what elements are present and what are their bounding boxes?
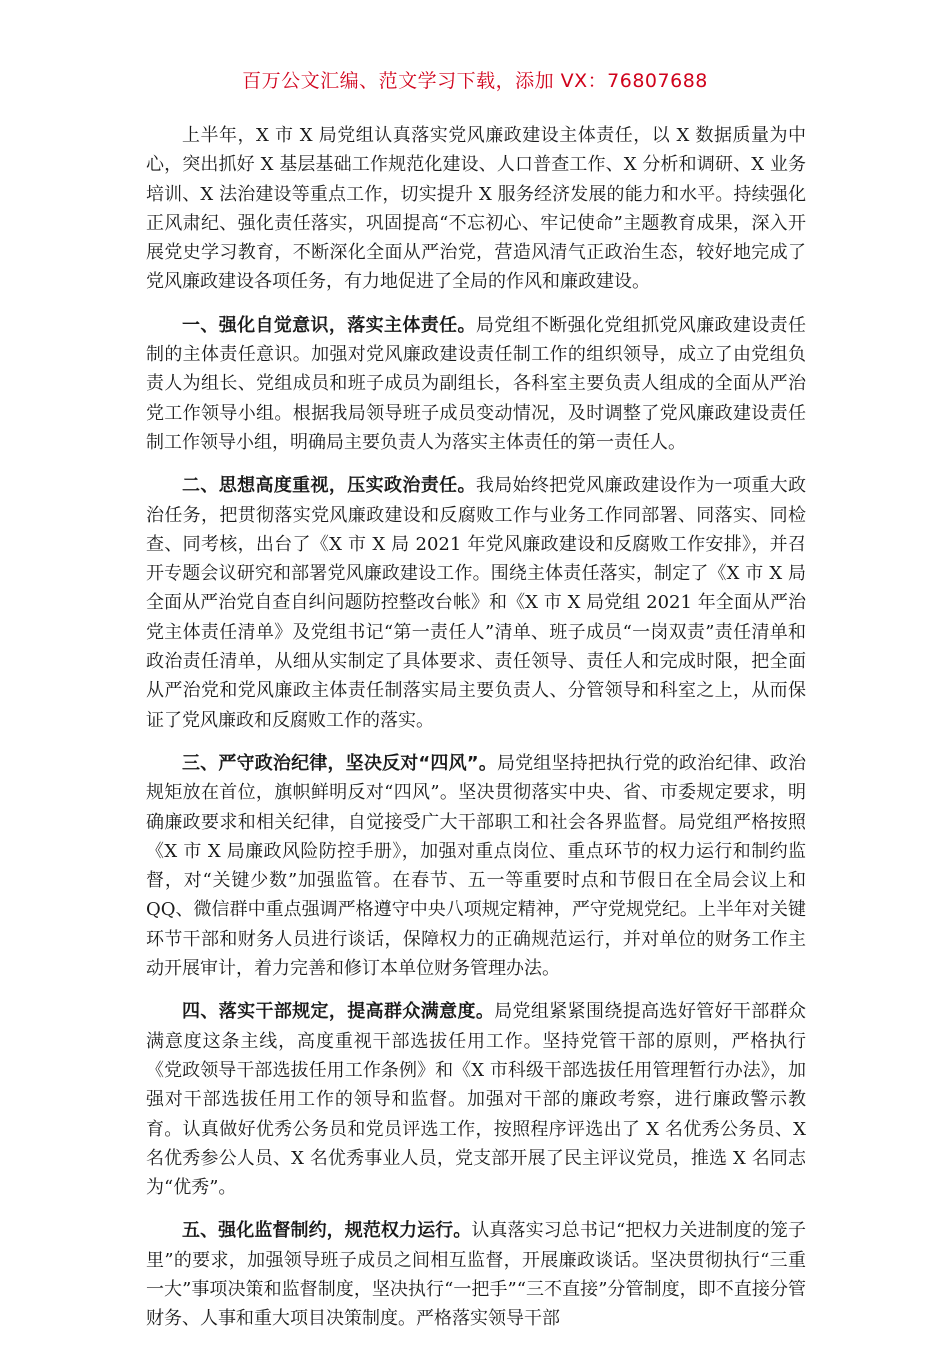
section-2-heading: 二、思想高度重视，压实政治责任。 xyxy=(182,475,476,497)
section-2-body: 我局始终把党风廉政建设作为一项重大政治任务，把贯彻落实党风廉政建设和反腐败工作与业务工作同部署、同落实、同检查、同考核，出台了《X 市 X 局 2021 年党风廉政建设和反腐败工作安排》，并召开专题会议研究和部署党风廉政建设工作。围绕主体责任落实，制定了《X 市 X 局全面从严治党自查自纠问题防控整改台帐》和《X 市 X 局党组 2021 年全面从严治党主体责任清单》及党组书记“第一责任人”清单、班子成员“一岗双责”责任清单和政治责任清单，从细从实制定了具体要求、责任领导、责任人和完成时限，把全面从严治党和党风廉政主体责任制落实局主要负责人、分管领导和科室之上，从而保证了党风廉政和反腐败工作的落实。 xyxy=(146,475,807,731)
section-1-heading: 一、强化自觉意识，落实主体责任。 xyxy=(182,314,476,336)
section-4-body: 局党组紧紧围绕提高选好管好干部群众满意度这条主线，高度重视干部选拔任用工作。坚持党管干部的原则，严格执行《党政领导干部选拔任用工作条例》和《X 市科级干部选拔任用管理暂行办法》，加强对干部选拔任用工作的领导和监督。加强对干部的廉政考察，进行廉政警示教育。认真做好优秀公务员和党员评选工作，按照程序评选出了 X 名优秀公务员、X 名优秀参公人员、X 名优秀事业人员，党支部开展了民主评议党员，推选 X 名同志为“优秀”。 xyxy=(146,1001,807,1199)
section-1 xyxy=(146,311,806,457)
intro-paragraph: 上半年，X 市 X 局党组认真落实党风廉政建设主体责任，以 X 数据质量为中心，突出抓好 X 基层基础工作规范化建设、人口普查工作、X 分析和调研、X 业务培训、X 法治建设等重点工作，切实提升 X 服务经济发展的能力和水平。持续强化正风肃纪、强化责任落实，巩固提高“不忘初心、牢记使命”主题教育成果，深入开展党史学习教育，不断深化全面从严治党，营造风清气正政治生态，较好地完成了党风廉政建设各项任务，有力地促进了全局的作风和廉政建设。 xyxy=(146,125,806,293)
section-5 xyxy=(146,1216,806,1333)
section-3 xyxy=(146,749,806,983)
section-5-heading: 五、强化监督制约，规范权力运行。 xyxy=(182,1220,472,1242)
section-1-body: 局党组不断强化党组抓党风廉政建设责任制的主体责任意识。加强对党风廉政建设责任制工作的组织领导，成立了由党组负责人为组长、党组成员和班子成员为副组长，各科室主要负责人组成的全面从严治党工作领导小组。根据我局领导班子成员变动情况，及时调整了党风廉政建设责任制工作领导小组，明确局主要负责人为落实主体责任的第一责任人。 xyxy=(146,314,807,453)
section-4 xyxy=(146,997,806,1202)
section-3-heading: 三、严守政治纪律，坚决反对“四风”。 xyxy=(182,752,498,774)
section-5-body: 认真落实习总书记“把权力关进制度的笼子里”的要求，加强领导班子成员之间相互监督，开展廉政谈话。坚决贯彻执行“三重一大”事项决策和监督制度，坚决执行“一把手”“三不直接”分管制度，即不直接分管财务、人事和重大项目决策制度。严格落实领导干部 xyxy=(146,1220,807,1330)
document-body xyxy=(146,121,806,1348)
section-3-body: 局党组坚持把执行党的政治纪律、政治规矩放在首位，旗帜鲜明反对“四风”。坚决贯彻落实中央、省、市委规定要求，明确廉政要求和相关纪律，自觉接受广大干部职工和社会各界监督。局党组严格按照《X 市 X 局廉政风险防控手册》，加强对重点岗位、重点环节的权力运行和制约监督，对“关键少数”加强监管。在春节、五一等重要时点和节假日在全局会议上和 QQ、微信群中重点强调严格遵守中央八项规定精神，严守党规党纪。上半年对关键环节干部和财务人员进行谈话，保障权力的正确规范运行，并对单位的财务工作主动开展审计，着力完善和修订本单位财务管理办法。 xyxy=(146,752,806,980)
section-2 xyxy=(146,471,806,735)
header-banner: 百万公文汇编、范文学习下载，添加 VX：76807688 xyxy=(242,70,708,92)
section-4-heading: 四、落实干部规定，提高群众满意度。 xyxy=(182,1001,495,1023)
